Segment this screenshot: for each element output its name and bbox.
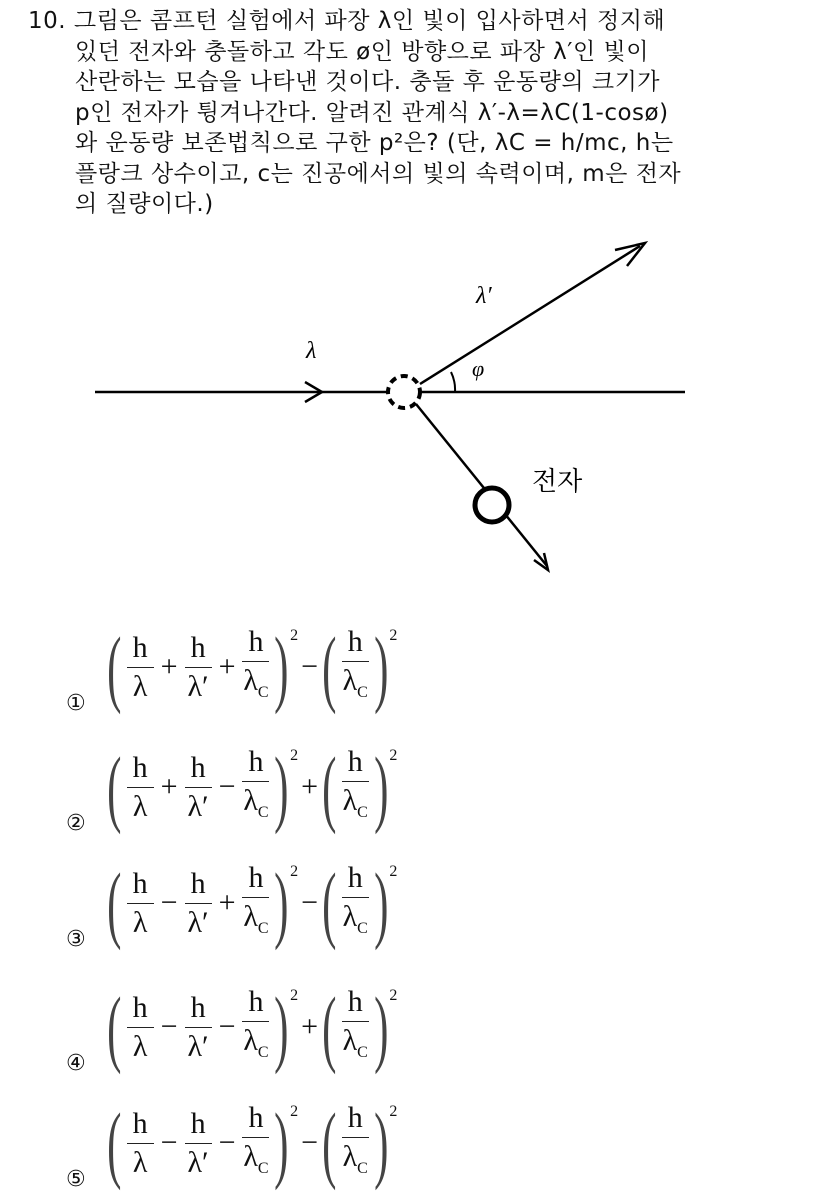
fraction — [127, 1105, 154, 1182]
sign: + — [301, 1010, 319, 1043]
angle-label: φ — [472, 356, 485, 381]
fraction — [185, 989, 212, 1066]
left-paren: ( — [107, 855, 122, 951]
fraction — [242, 983, 269, 1072]
denominator: λ′ — [187, 669, 209, 703]
exponent: 2 — [389, 862, 398, 880]
denominator-symbol: λ — [243, 899, 258, 933]
left-paren: ( — [107, 619, 122, 715]
denominator-symbol: λ — [243, 663, 258, 697]
denominator-symbol: λ — [243, 1139, 258, 1173]
numerator: h — [242, 859, 269, 898]
exponent: 2 — [389, 986, 398, 1004]
angle-arc — [451, 372, 455, 392]
exponent: 2 — [389, 626, 398, 644]
fraction — [127, 629, 154, 706]
right-paren: ) — [373, 979, 389, 1075]
right-paren: ) — [373, 1095, 389, 1191]
option-number: ① — [66, 691, 86, 716]
fraction — [185, 749, 212, 826]
right-paren: ) — [373, 619, 389, 715]
denominator-subscript: C — [357, 919, 368, 937]
exponent: 2 — [389, 1102, 398, 1120]
denominator — [343, 898, 368, 948]
denominator — [343, 782, 368, 832]
fraction — [242, 1099, 269, 1188]
electron-circle — [475, 488, 509, 522]
denominator-symbol: λ — [243, 1023, 258, 1057]
recoil-electron-line — [416, 404, 547, 566]
scattered-arrow-icon — [615, 243, 645, 266]
right-paren: ) — [373, 855, 389, 951]
fraction — [185, 1105, 212, 1182]
sign: − — [301, 650, 319, 683]
denominator-symbol: λ — [342, 1139, 358, 1173]
exponent: 2 — [389, 746, 398, 764]
sign: + — [160, 650, 178, 683]
question-line: 산란하는 모습을 나타낸 것이다. 충돌 후 운동량의 크기가 — [75, 69, 661, 95]
answer-option[interactable] — [66, 848, 397, 958]
sign: + — [218, 650, 236, 683]
denominator: λ′ — [187, 1029, 209, 1063]
option-formula — [106, 855, 398, 951]
numerator: h — [127, 629, 154, 668]
scattered-photon-line — [420, 246, 640, 384]
numerator: h — [185, 865, 212, 904]
numerator: h — [185, 629, 212, 668]
numerator: h — [127, 749, 154, 788]
fraction — [127, 749, 154, 826]
fraction — [242, 743, 269, 832]
option-formula — [106, 979, 398, 1075]
right-paren: ) — [373, 739, 389, 835]
right-paren: ) — [274, 619, 289, 715]
fraction — [127, 989, 154, 1066]
denominator-subscript: C — [257, 683, 269, 701]
denominator-subscript: C — [257, 919, 269, 937]
recoil-arrow-icon — [534, 553, 548, 570]
denominator-subscript: C — [357, 1043, 368, 1061]
denominator-subscript: C — [357, 683, 368, 701]
numerator: h — [127, 865, 154, 904]
fraction — [127, 865, 154, 942]
numerator: h — [242, 623, 269, 662]
numerator: h — [342, 743, 369, 782]
option-number: ⑤ — [66, 1167, 86, 1192]
fraction — [342, 623, 369, 712]
denominator: λ′ — [187, 905, 209, 939]
question-line: p인 전자가 튕겨나간다. 알려진 관계식 λ′-λ=λC(1-cosø) — [75, 99, 669, 126]
denominator-symbol: λ — [342, 1023, 358, 1057]
denominator-subscript: C — [357, 1159, 368, 1177]
sign: − — [160, 1010, 178, 1043]
sign: − — [301, 886, 319, 919]
scattered-wavelength-label: λ′ — [476, 283, 492, 309]
left-paren: ( — [107, 739, 122, 835]
sign: − — [160, 886, 178, 919]
right-paren: ) — [274, 855, 289, 951]
initial-electron-dashed-circle — [388, 376, 420, 408]
right-paren: ) — [274, 739, 289, 835]
sign: + — [160, 770, 178, 803]
question-text — [28, 6, 681, 220]
answer-option[interactable] — [66, 732, 397, 842]
left-paren: ( — [107, 979, 122, 1075]
option-number: ② — [66, 811, 86, 836]
fraction — [242, 859, 269, 948]
right-paren: ) — [274, 979, 289, 1075]
option-number: ③ — [66, 927, 86, 952]
electron-label: 전자 — [532, 467, 583, 497]
denominator — [343, 1022, 368, 1072]
numerator: h — [342, 859, 369, 898]
denominator — [243, 662, 268, 712]
option-formula — [106, 739, 398, 835]
question-line: 플랑크 상수이고, c는 진공에서의 빛의 속력이며, m은 전자 — [75, 160, 682, 187]
fraction — [185, 865, 212, 942]
exponent: 2 — [290, 862, 299, 880]
sign: − — [301, 1126, 319, 1159]
denominator-symbol: λ — [342, 663, 358, 697]
exponent: 2 — [290, 626, 299, 644]
fraction — [185, 629, 212, 706]
denominator-subscript: C — [257, 1043, 269, 1061]
sign: + — [301, 770, 319, 803]
incident-wavelength-label: λ — [306, 338, 317, 364]
denominator — [243, 1022, 268, 1072]
sign: − — [218, 1010, 236, 1043]
left-paren: ( — [107, 1095, 122, 1191]
numerator: h — [242, 983, 269, 1022]
denominator: λ — [132, 789, 148, 823]
right-paren: ) — [274, 1095, 289, 1191]
sign: − — [160, 1126, 178, 1159]
answer-option[interactable] — [66, 612, 397, 722]
denominator — [243, 1138, 268, 1188]
denominator: λ — [132, 1145, 148, 1179]
left-paren: ( — [322, 739, 337, 835]
denominator-symbol: λ — [342, 783, 358, 817]
fraction — [242, 623, 269, 712]
numerator: h — [185, 989, 212, 1028]
left-paren: ( — [322, 619, 337, 715]
denominator — [343, 662, 368, 712]
compton-diagram — [0, 225, 826, 585]
fraction — [342, 1099, 369, 1188]
numerator: h — [127, 1105, 154, 1144]
denominator: λ — [132, 905, 148, 939]
exponent: 2 — [290, 986, 299, 1004]
fraction — [342, 743, 369, 832]
numerator: h — [342, 1099, 369, 1138]
numerator: h — [342, 623, 369, 662]
sign: − — [218, 1126, 236, 1159]
question-line: 있던 전자와 충돌하고 각도 ø인 방향으로 파장 λ′인 빛이 — [75, 38, 649, 65]
denominator: λ′ — [187, 789, 209, 823]
option-formula — [106, 1095, 398, 1191]
left-paren: ( — [322, 1095, 337, 1191]
denominator-symbol: λ — [342, 899, 358, 933]
numerator: h — [242, 743, 269, 782]
left-paren: ( — [322, 855, 337, 951]
numerator: h — [127, 989, 154, 1028]
denominator-symbol: λ — [243, 783, 258, 817]
sign: − — [218, 770, 236, 803]
numerator: h — [242, 1099, 269, 1138]
answer-option[interactable] — [66, 1088, 397, 1198]
denominator — [243, 898, 268, 948]
denominator-subscript: C — [257, 803, 269, 821]
denominator-subscript: C — [357, 803, 368, 821]
option-number: ④ — [66, 1051, 86, 1076]
question-line: 와 운동량 보존법칙으로 구한 p²은? (단, λC = h/mc, h는 — [75, 130, 674, 156]
denominator: λ′ — [187, 1145, 209, 1179]
denominator — [243, 782, 268, 832]
sign: + — [218, 886, 236, 919]
fraction — [342, 859, 369, 948]
option-formula — [106, 619, 398, 715]
numerator: h — [342, 983, 369, 1022]
left-paren: ( — [322, 979, 337, 1075]
denominator: λ — [132, 1029, 148, 1063]
denominator-subscript: C — [257, 1159, 269, 1177]
denominator — [343, 1138, 368, 1188]
answer-option[interactable] — [66, 972, 397, 1082]
question-line: 10. 그림은 콤프턴 실험에서 파장 λ인 빛이 입사하면서 정지해 — [28, 8, 666, 34]
question-line: 의 질량이다.) — [75, 191, 214, 217]
fraction — [342, 983, 369, 1072]
numerator: h — [185, 749, 212, 788]
numerator: h — [185, 1105, 212, 1144]
exponent: 2 — [290, 1102, 299, 1120]
exponent: 2 — [290, 746, 299, 764]
denominator: λ — [132, 669, 148, 703]
